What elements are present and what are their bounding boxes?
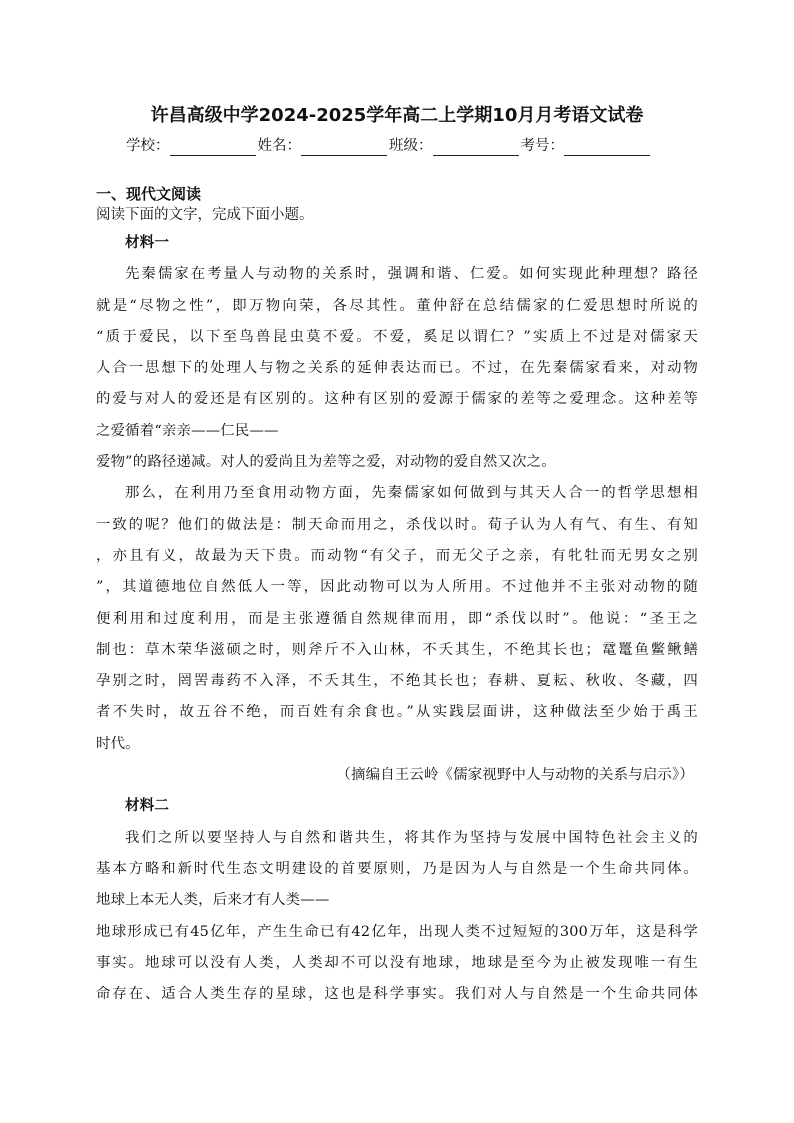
passage-line: 之爱循着“亲亲——仁民—— xyxy=(96,422,279,439)
passage-line: 爱物”的路径递减。对人的爱尚且为差等之爱，对动物的爱自然又次之。 xyxy=(96,454,556,471)
passage-line: 就是“尽物之性”，即万物向荣，各尽其性。董仲舒在总结儒家的仁爱思想时所说的 xyxy=(96,297,698,314)
passage-line: 制也：草木荣华滋硕之时，则斧斤不入山林，不夭其生，不绝其长也；鼋鼍鱼鳖鳅鳝 xyxy=(96,641,698,658)
passage-line: 人合一思想下的处理人与物之关系的延伸表达而已。不过，在先秦儒家看来，对动物 xyxy=(96,360,698,377)
material-two-title: 材料二 xyxy=(125,798,170,815)
passage-line: 事实。地球可以没有人类，人类却不可以没有地球，地球是至今为止被发现唯一有生 xyxy=(96,954,698,971)
passage-line: 我们之所以要坚持人与自然和谐共生，将其作为坚持与发展中国特色社会主义的 xyxy=(125,829,698,846)
school-label: 学校： xyxy=(126,138,170,154)
name-blank xyxy=(301,141,387,156)
passage-line: ，亦且有义，故最为天下贵。而动物“有父子，而无父子之亲，有牝牡而无男女之别 xyxy=(96,547,698,564)
name-label: 姓名： xyxy=(257,138,301,154)
passage-line: ”，其道德地位自然低人一等，因此动物可以为人所用。不过他并不主张对动物的随 xyxy=(96,579,698,596)
section-heading: 一、现代文阅读 xyxy=(96,185,202,203)
passage-line: 先秦儒家在考量人与动物的关系时，强调和谐、仁爱。如何实现此种理想？路径 xyxy=(125,266,698,283)
passage-line: “质于爱民，以下至鸟兽昆虫莫不爱。不爱，奚足以谓仁？”实质上不过是对儒家天 xyxy=(96,328,698,345)
passage-line: 基本方略和新时代生态文明建设的首要原则，乃是因为人与自然是一个生命共同体。 xyxy=(96,860,698,877)
passage-line: 者不失时，故五谷不绝，而百姓有余食也。”从实践层面讲，这种做法至少始于禹王 xyxy=(96,704,698,721)
passage-line: 时代。 xyxy=(96,735,140,752)
reading-passage xyxy=(96,228,698,1010)
passage-line: 命存在、适合人类生存的星球，这也是科学事实。我们对人与自然是一个生命共同体 xyxy=(96,986,698,1003)
passage-line: 的爱与对人的爱还是有区别的。这种有区别的爱源于儒家的差等之爱理念。这种差等 xyxy=(96,391,698,408)
passage-line: 一致的呢？他们的做法是：制天命而用之，杀伐以时。荀子认为人有气、有生、有知 xyxy=(96,516,698,533)
passage-line: 地球形成已有45亿年，产生生命已有42亿年，出现人类不过短短的300万年，这是科学 xyxy=(96,923,698,940)
exam-number-label: 考号： xyxy=(520,138,564,154)
passage-line: 孕别之时，罔罟毒药不入泽，不夭其生，不绝其长也；春耕、夏耘、秋收、冬藏，四 xyxy=(96,673,698,690)
material-one-source: （摘编自王云岭《儒家视野中人与动物的关系与启示》） xyxy=(336,767,694,784)
page-title: 许昌高级中学2024-2025学年高二上学期10月月考语文试卷 xyxy=(150,105,644,126)
material-one-title: 材料一 xyxy=(125,235,170,251)
passage-line: 那么，在利用乃至食用动物方面，先秦儒家如何做到与其天人合一的哲学思想相 xyxy=(125,485,698,502)
passage-line: 地球上本无人类，后来才有人类—— xyxy=(96,892,330,909)
section-instruction: 阅读下面的文字，完成下面小题。 xyxy=(96,207,314,223)
student-info-row xyxy=(126,136,686,156)
exam-number-blank xyxy=(564,141,650,156)
passage-line: 便利用和过度利用，而是主张遵循自然规律而用，即“杀伐以时”。他说：“圣王之 xyxy=(96,610,698,627)
class-label: 班级： xyxy=(389,138,433,154)
class-blank xyxy=(433,141,519,156)
school-blank xyxy=(170,141,256,156)
